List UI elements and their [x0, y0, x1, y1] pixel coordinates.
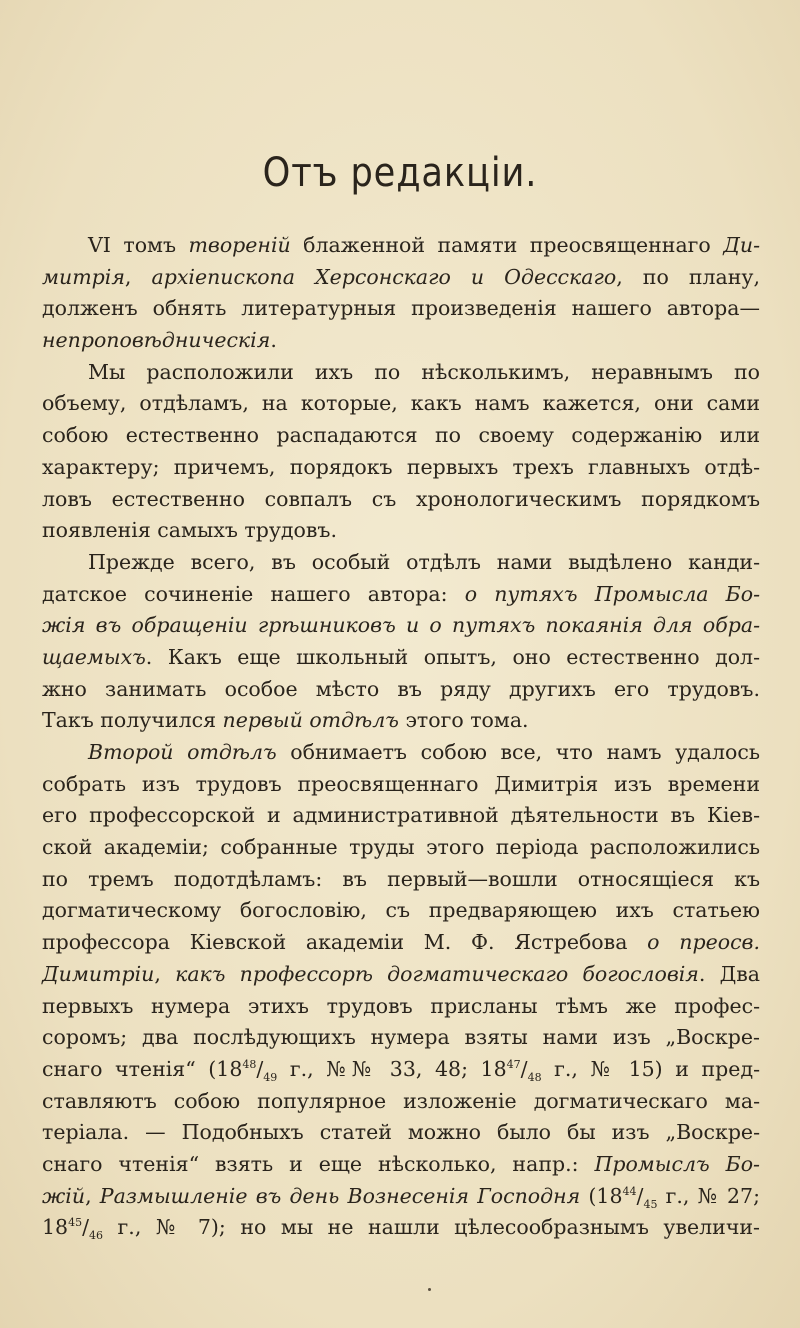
text-run: . Два — [698, 961, 760, 986]
text-line — [42, 1212, 760, 1244]
text-line — [42, 1054, 760, 1086]
text-line — [42, 927, 760, 959]
italic-run: о преосв. — [647, 930, 760, 955]
italic-run: непроповѣдническія — [42, 328, 271, 353]
text-line — [42, 1086, 760, 1118]
text-run: 18 — [42, 1215, 69, 1240]
italic-run: какъ профессорѣ догматическаго богословія — [175, 961, 699, 986]
text-run: (18 — [580, 1183, 623, 1208]
ink-dot — [428, 1288, 431, 1291]
italic-run: жія въ обращеніи грѣшниковъ и о путяхъ покаянія для обра- — [42, 613, 760, 638]
text-line — [42, 293, 760, 325]
italic-run: о путяхъ Промысла Бо- — [464, 581, 760, 606]
text-run: , — [85, 1183, 100, 1208]
text-run: первыхъ нумера этихъ трудовъ присланы тѣмъ же профес- — [42, 993, 760, 1018]
text-line — [42, 579, 760, 611]
text-line — [42, 642, 760, 674]
text-run: г., №№ 33, 48; 18 — [277, 1056, 507, 1081]
text-run: Такъ получился — [42, 708, 223, 733]
text-line — [42, 420, 760, 452]
text-run: , — [124, 264, 152, 289]
italic-run: архіепископа Херсонскаго и Одесскаго — [151, 264, 617, 289]
text-line — [42, 864, 760, 896]
italic-run: Размышленіе въ день Вознесенія Господня — [99, 1183, 581, 1208]
text-run: ской академіи; собранные труды этого періода расположились — [42, 835, 760, 860]
text-run: / — [82, 1215, 90, 1240]
text-run: по тремъ подотдѣламъ: въ первый—вошли относящіеся къ — [42, 866, 760, 891]
text-line — [42, 1149, 760, 1181]
text-run: , — [154, 961, 176, 986]
italic-run: Второй отдѣлъ — [88, 740, 277, 764]
text-line — [42, 1117, 760, 1149]
text-run: соромъ; два послѣдующихъ нумера взяты нами изъ „Воскре- — [42, 1025, 760, 1050]
text-run: VI томъ — [88, 233, 189, 257]
italic-run: первый отдѣлъ — [222, 708, 399, 733]
text-run: собою естественно распадаются по своему содержанію или — [42, 423, 760, 448]
body-text — [42, 230, 760, 1244]
text-run: объему, отдѣламъ, на которые, какъ намъ кажется, они сами — [42, 391, 760, 416]
text-line — [42, 705, 760, 737]
text-line — [42, 230, 760, 262]
fraction-part: 47 — [506, 1058, 521, 1072]
text-line — [42, 452, 760, 484]
text-run: / — [256, 1056, 264, 1081]
text-run: г., № 27; — [657, 1183, 760, 1208]
text-line — [42, 800, 760, 832]
text-run: Мы расположили ихъ по нѣсколькимъ, неравнымъ по — [88, 359, 760, 384]
italic-run: митрія — [42, 264, 125, 289]
text-run: г., № 15) и пред- — [541, 1056, 760, 1081]
text-line — [42, 357, 760, 389]
text-run: . Какъ еще школьный опытъ, оно естественно дол- — [145, 644, 760, 669]
italic-run: твореній — [188, 233, 291, 257]
text-run: / — [520, 1056, 528, 1081]
text-run: блаженной памяти преосвященнаго — [290, 233, 724, 257]
text-line — [42, 959, 760, 991]
text-line — [42, 895, 760, 927]
text-line — [42, 769, 760, 801]
italic-run: щаемыхъ — [42, 644, 146, 669]
text-line — [42, 610, 760, 642]
text-run: собрать изъ трудовъ преосвященнаго Димитрія изъ времени — [42, 771, 760, 796]
text-run: жно занимать особое мѣсто въ ряду другихъ его трудовъ. — [42, 676, 760, 701]
text-run: этого тома. — [398, 708, 529, 733]
fraction-part: 45 — [643, 1197, 658, 1211]
text-run: снаго чтенія“ взять и еще нѣсколько, напр.: — [42, 1151, 595, 1176]
text-run: . — [270, 328, 277, 353]
text-line — [42, 991, 760, 1023]
text-line — [42, 325, 760, 357]
fraction-part: 48 — [527, 1070, 542, 1084]
italic-run: жій — [42, 1183, 86, 1208]
fraction-part: 45 — [68, 1216, 83, 1230]
text-line — [42, 262, 760, 294]
text-line — [42, 388, 760, 420]
text-line — [42, 547, 760, 579]
text-run: датское сочиненіе нашего автора: — [42, 581, 465, 606]
text-run: характеру; причемъ, порядокъ первыхъ трехъ главныхъ отдѣ- — [42, 454, 760, 479]
text-run: г., № 7); но мы не нашли цѣлесообразнымъ увеличи- — [103, 1215, 760, 1240]
text-run: ставляютъ собою популярное изложеніе догматическаго ма- — [42, 1088, 760, 1113]
text-run: / — [636, 1183, 644, 1208]
text-line — [42, 515, 760, 547]
text-run: профессора Кіевской академіи М. Ф. Ястребова — [42, 930, 648, 955]
text-run: появленія самыхъ трудовъ. — [42, 518, 337, 543]
text-line — [42, 1022, 760, 1054]
italic-run: Димитріи — [42, 961, 155, 986]
text-line — [42, 737, 760, 769]
text-run: догматическому богословію, съ предваряющею ихъ статьею — [42, 898, 760, 923]
text-run: снаго чтенія“ (18 — [42, 1056, 243, 1081]
fraction-part: 48 — [242, 1058, 257, 1072]
text-line — [42, 674, 760, 706]
text-run: ловъ естественно совпалъ съ хронологическимъ порядкомъ — [42, 486, 760, 511]
text-run: , по плану, — [616, 264, 760, 289]
text-line — [42, 484, 760, 516]
text-run: его профессорской и административной дѣятельности въ Кіев- — [42, 803, 760, 828]
fraction-part: 49 — [263, 1070, 278, 1084]
italic-run: Ди- — [723, 233, 760, 257]
fraction-part: 44 — [622, 1184, 637, 1198]
page-title: Отъ редакціи. — [262, 150, 538, 196]
text-line — [42, 832, 760, 864]
text-run: долженъ обнять литературныя произведенія нашего автора— — [42, 296, 760, 321]
text-line — [42, 1181, 760, 1213]
italic-run: Промыслъ Бо- — [594, 1151, 760, 1176]
text-run: теріала. — Подобныхъ статей можно было бы изъ „Воскре- — [42, 1120, 760, 1145]
text-run: обнимаетъ собою все, что намъ удалось — [276, 740, 760, 764]
fraction-part: 46 — [89, 1229, 104, 1243]
text-run: Прежде всего, въ особый отдѣлъ нами выдѣлено канди- — [88, 549, 760, 574]
